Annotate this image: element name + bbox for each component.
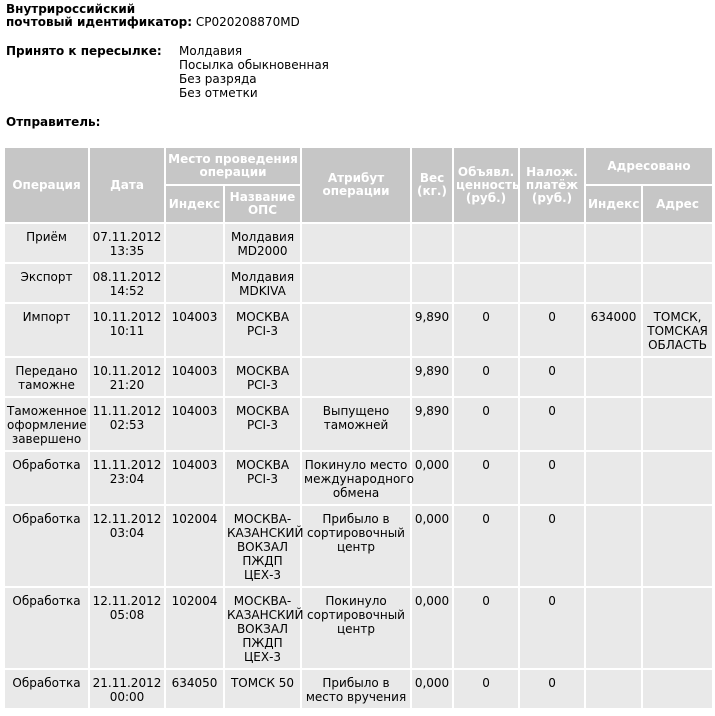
tracking-id-value: CP020208870MD [195, 15, 300, 29]
cell-declared: 0 [453, 451, 519, 505]
cell-address [642, 587, 713, 669]
cell-index: 102004 [165, 587, 224, 669]
cell-declared: 0 [453, 669, 519, 709]
cell-attribute: Выпущено таможней [301, 397, 411, 451]
cell-name: Молдавия MD2000 [224, 223, 301, 263]
cell-operation: Обработка [4, 587, 89, 669]
cell-name: Молдавия MDKIVA [224, 263, 301, 303]
cell-index: 104003 [165, 303, 224, 357]
cell-name: ТОМСК 50 [224, 669, 301, 709]
cell-date: 11.11.2012 02:53 [89, 397, 165, 451]
cell-operation: Передано таможне [4, 357, 89, 397]
cell-attribute [301, 223, 411, 263]
cell-cod: 0 [519, 587, 585, 669]
cell-address [642, 263, 713, 303]
cell-index: 634050 [165, 669, 224, 709]
cell-addr-index [585, 223, 642, 263]
cell-index: 104003 [165, 357, 224, 397]
cell-addr-index [585, 505, 642, 587]
cell-attribute: Покинуло сортировочный центр [301, 587, 411, 669]
cell-declared: 0 [453, 505, 519, 587]
cell-date: 10.11.2012 21:20 [89, 357, 165, 397]
cell-date: 07.11.2012 13:35 [89, 223, 165, 263]
cell-cod: 0 [519, 451, 585, 505]
cell-weight [411, 263, 453, 303]
header-attribute: Атрибут операции [301, 147, 411, 223]
cell-declared: 0 [453, 357, 519, 397]
cell-address [642, 357, 713, 397]
header-addr-address: Адрес [642, 185, 713, 223]
cell-name: МОСКВА PCI-3 [224, 397, 301, 451]
cell-addr-index [585, 451, 642, 505]
cell-index [165, 223, 224, 263]
accepted-mark: Без отметки [179, 86, 258, 100]
cell-weight: 0,000 [411, 451, 453, 505]
cell-name: МОСКВА PCI-3 [224, 357, 301, 397]
header-place-name: Название ОПС [224, 185, 301, 223]
accepted-type: Посылка обыкновенная [179, 58, 329, 72]
header-date: Дата [89, 147, 165, 223]
cell-weight [411, 223, 453, 263]
header-place-index: Индекс [165, 185, 224, 223]
cell-name: МОСКВА PCI-3 [224, 451, 301, 505]
cell-weight: 9,890 [411, 397, 453, 451]
cell-attribute: Прибыло в место вручения [301, 669, 411, 709]
cell-addr-index [585, 669, 642, 709]
cell-weight: 0,000 [411, 587, 453, 669]
cell-operation: Обработка [4, 505, 89, 587]
cell-weight: 0,000 [411, 505, 453, 587]
accepted-category: Без разряда [179, 72, 257, 86]
accepted-values [179, 44, 329, 100]
cell-name: МОСКВА-КАЗАНСКИЙ ВОКЗАЛ ПЖДП ЦЕХ-3 [224, 505, 301, 587]
table-row [4, 357, 713, 397]
accepted-country: Молдавия [179, 44, 243, 58]
cell-index [165, 263, 224, 303]
table-row [4, 263, 713, 303]
cell-cod: 0 [519, 357, 585, 397]
header-cod: Налож. платёж (руб.) [519, 147, 585, 223]
header-addressed: Адресовано [585, 147, 713, 185]
cell-index: 104003 [165, 451, 224, 505]
cell-attribute [301, 263, 411, 303]
cell-operation: Приём [4, 223, 89, 263]
cell-cod: 0 [519, 397, 585, 451]
table-row [4, 397, 713, 451]
cell-addr-index [585, 357, 642, 397]
table-row [4, 303, 713, 357]
tracking-id-label-line1: Внутрироссийский [6, 2, 136, 16]
cell-cod: 0 [519, 303, 585, 357]
cell-addr-index [585, 397, 642, 451]
cell-weight: 0,000 [411, 669, 453, 709]
cell-declared [453, 263, 519, 303]
sender-label: Отправитель: [6, 115, 101, 129]
cell-attribute: Покинуло место международного обмена [301, 451, 411, 505]
table-row [4, 223, 713, 263]
cell-date: 08.11.2012 14:52 [89, 263, 165, 303]
cell-declared: 0 [453, 397, 519, 451]
tracking-id-label-line2: почтовый идентификатор: [6, 15, 193, 29]
header-declared-value: Объявл. ценность (руб.) [453, 147, 519, 223]
table-row [4, 669, 713, 709]
cell-operation: Обработка [4, 451, 89, 505]
table-row [4, 587, 713, 669]
table-row [4, 505, 713, 587]
cell-address [642, 505, 713, 587]
cell-attribute [301, 303, 411, 357]
header-operation: Операция [4, 147, 89, 223]
cell-date: 12.11.2012 05:08 [89, 587, 165, 669]
cell-address [642, 223, 713, 263]
cell-attribute [301, 357, 411, 397]
tracking-table [3, 146, 714, 710]
header-weight: Вес (кг.) [411, 147, 453, 223]
cell-address [642, 397, 713, 451]
cell-address [642, 451, 713, 505]
tracking-id-header [6, 3, 300, 29]
cell-weight: 9,890 [411, 303, 453, 357]
cell-cod: 0 [519, 669, 585, 709]
cell-cod: 0 [519, 505, 585, 587]
cell-name: МОСКВА PCI-3 [224, 303, 301, 357]
cell-date: 11.11.2012 23:04 [89, 451, 165, 505]
cell-operation: Импорт [4, 303, 89, 357]
cell-address: ТОМСК, ТОМСКАЯ ОБЛАСТЬ [642, 303, 713, 357]
cell-declared: 0 [453, 587, 519, 669]
cell-name: МОСКВА-КАЗАНСКИЙ ВОКЗАЛ ПЖДП ЦЕХ-3 [224, 587, 301, 669]
table-row [4, 451, 713, 505]
cell-addr-index: 634000 [585, 303, 642, 357]
cell-addr-index [585, 263, 642, 303]
accepted-label: Принято к пересылке: [6, 44, 162, 58]
cell-declared [453, 223, 519, 263]
cell-date: 12.11.2012 03:04 [89, 505, 165, 587]
cell-cod [519, 263, 585, 303]
cell-operation: Экспорт [4, 263, 89, 303]
header-addr-index: Индекс [585, 185, 642, 223]
cell-date: 21.11.2012 00:00 [89, 669, 165, 709]
cell-addr-index [585, 587, 642, 669]
cell-operation: Таможенное оформление завершено [4, 397, 89, 451]
cell-attribute: Прибыло в сортировочный центр [301, 505, 411, 587]
cell-index: 102004 [165, 505, 224, 587]
cell-date: 10.11.2012 10:11 [89, 303, 165, 357]
cell-declared: 0 [453, 303, 519, 357]
cell-address [642, 669, 713, 709]
cell-index: 104003 [165, 397, 224, 451]
cell-operation: Обработка [4, 669, 89, 709]
header-place: Место проведения операции [165, 147, 301, 185]
cell-cod [519, 223, 585, 263]
cell-weight: 9,890 [411, 357, 453, 397]
